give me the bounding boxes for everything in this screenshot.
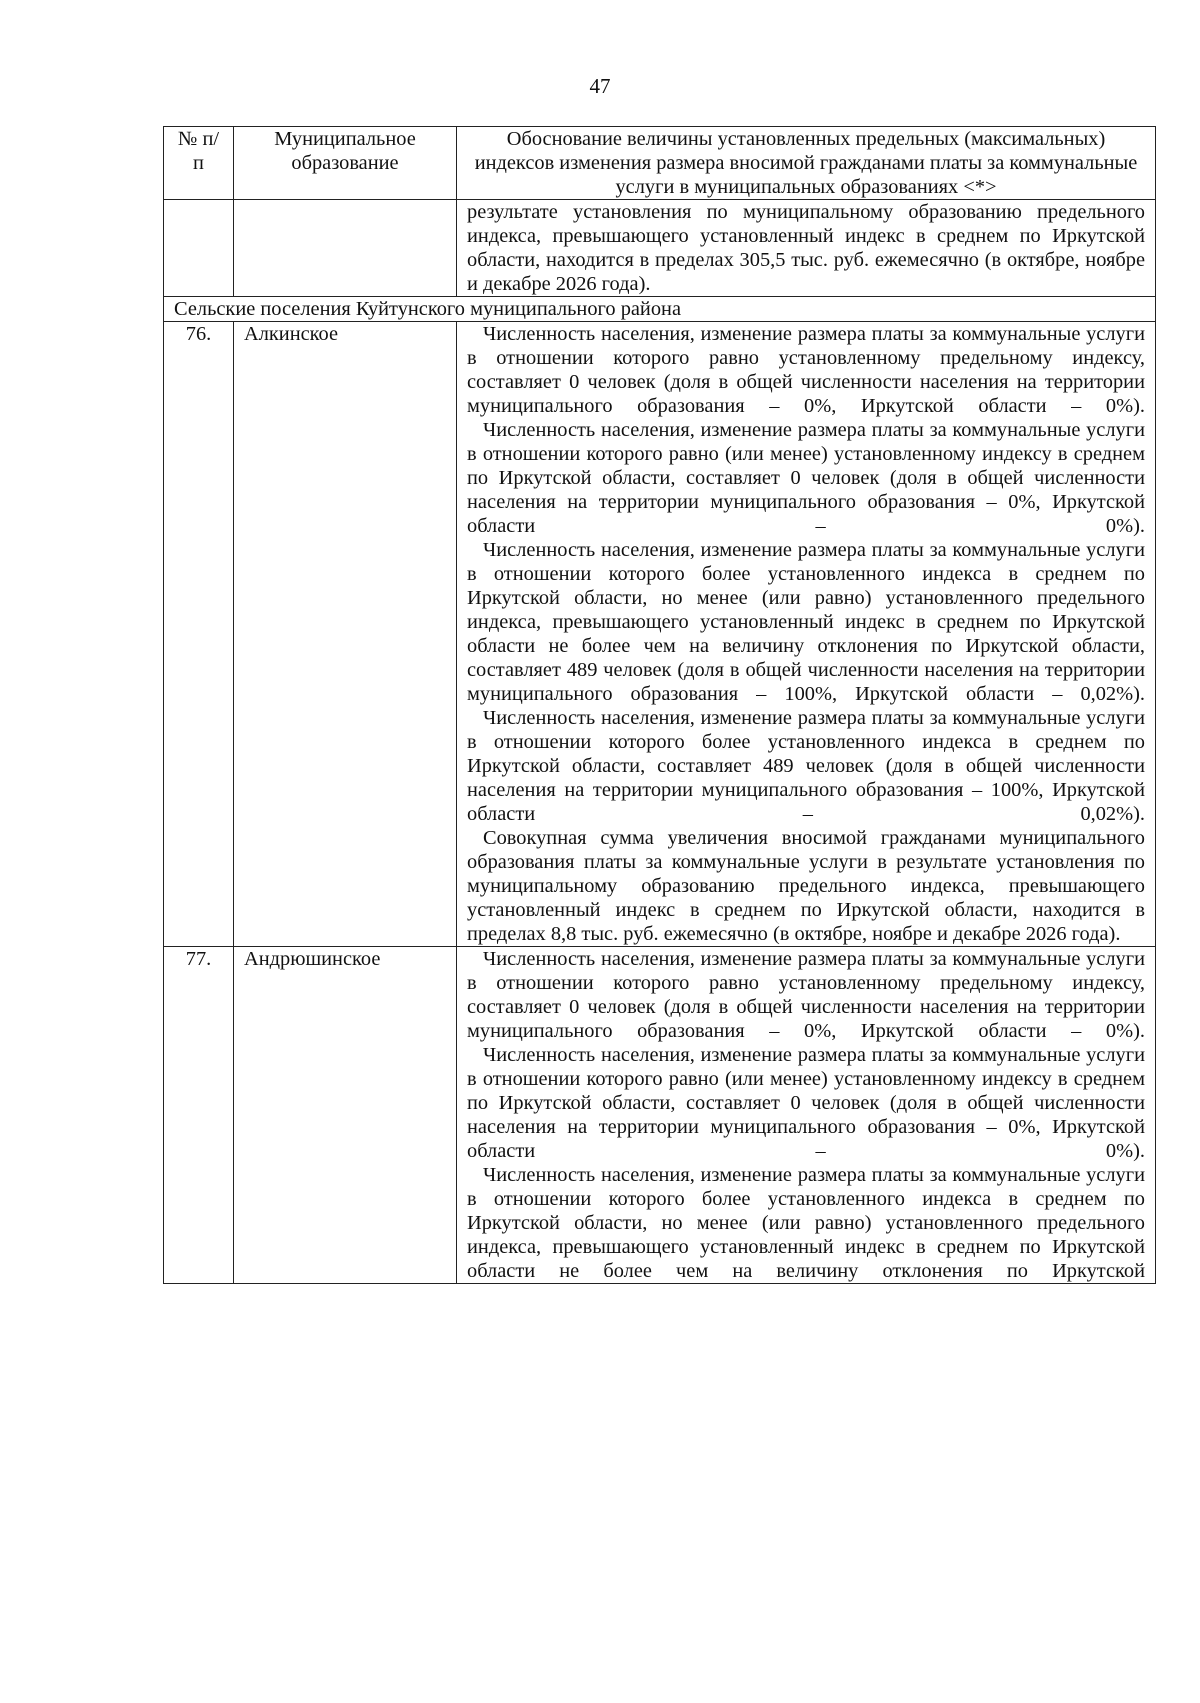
header-col-number: № п/п <box>164 127 234 200</box>
continuation-paragraph: результате установления по муниципальному образованию предельного индекса, превышающего установленный индекс в среднем по Иркутской области, находится в пределах 305,5 тыс. руб. ежемесячно (в октябре, ноябре и декабре 2026 года). <box>467 201 1145 295</box>
row-justification <box>457 947 1156 1284</box>
header-col-justification: Обоснование величины установленных предельных (максимальных) индексов изменения размера вносимой гражданами платы за коммунальные услуги в муниципальных образованиях <*> <box>457 127 1156 200</box>
indices-table <box>163 126 1156 1284</box>
continuation-row <box>164 200 1156 297</box>
header-col-municipality: Муниципальное образование <box>234 127 457 200</box>
row-municipality: Алкинское <box>234 322 457 947</box>
section-title: Сельские поселения Куйтунского муниципального района <box>164 297 1156 322</box>
continuation-name-cell <box>234 200 457 297</box>
justification-paragraph: Численность населения, изменение размера платы за коммунальные услуги в отношении которого более установленного индекса в среднем по Иркутской области, но менее (или равно) установленного предельного индекса, превышающего установленный индекс в среднем по Иркутской области не более чем на величину отклонения по Иркутской <box>467 1164 1145 1282</box>
row-number: 77. <box>164 947 234 1284</box>
justification-paragraph: Численность населения, изменение размера платы за коммунальные услуги в отношении которого более установленного индекса в среднем по Иркутской области, но менее (или равно) установленного предельного индекса, превышающего установленный индекс в среднем по Иркутской области не более чем на величину отклонения по Иркутской области, составляет 489 человек (доля в общей численности населения на территории муниципального образования – 100%, Иркутской области – 0,02%). <box>467 539 1145 705</box>
justification-paragraph: Численность населения, изменение размера платы за коммунальные услуги в отношении которого равно (или менее) установленному индексу в среднем по Иркутской области, составляет 0 человек (доля в общей численности населения на территории муниципального образования – 0%, Иркутской области – 0%). <box>467 1044 1145 1162</box>
justification-paragraph: Численность населения, изменение размера платы за коммунальные услуги в отношении которого равно установленному предельному индексу, составляет 0 человек (доля в общей численности населения на территории муниципального образования – 0%, Иркутской области – 0%). <box>467 948 1145 1042</box>
table-row <box>164 947 1156 1284</box>
justification-paragraph: Численность населения, изменение размера платы за коммунальные услуги в отношении которого равно установленному предельному индексу, составляет 0 человек (доля в общей численности населения на территории муниципального образования – 0%, Иркутской области – 0%). <box>467 323 1145 417</box>
section-row <box>164 297 1156 322</box>
continuation-num-cell <box>164 200 234 297</box>
row-number: 76. <box>164 322 234 947</box>
justification-paragraph: Численность населения, изменение размера платы за коммунальные услуги в отношении которого более установленного индекса в среднем по Иркутской области, составляет 489 человек (доля в общей численности населения на территории муниципального образования – 100%, Иркутской области – 0,02%). <box>467 707 1145 825</box>
justification-paragraph: Совокупная сумма увеличения вносимой гражданами муниципального образования платы за коммунальные услуги в результате установления по муниципальному образованию предельного индекса, превышающего установленный индекс в среднем по Иркутской области, находится в пределах 8,8 тыс. руб. ежемесячно (в октябре, ноябре и декабре 2026 года). <box>467 827 1145 945</box>
row-justification <box>457 322 1156 947</box>
row-municipality: Андрюшинское <box>234 947 457 1284</box>
table-row <box>164 322 1156 947</box>
page-number: 47 <box>589 74 611 98</box>
table-header-row <box>164 127 1156 200</box>
justification-paragraph: Численность населения, изменение размера платы за коммунальные услуги в отношении которого равно (или менее) установленному индексу в среднем по Иркутской области, составляет 0 человек (доля в общей численности населения на территории муниципального образования – 0%, Иркутской области – 0%). <box>467 419 1145 537</box>
continuation-text-cell <box>457 200 1156 297</box>
